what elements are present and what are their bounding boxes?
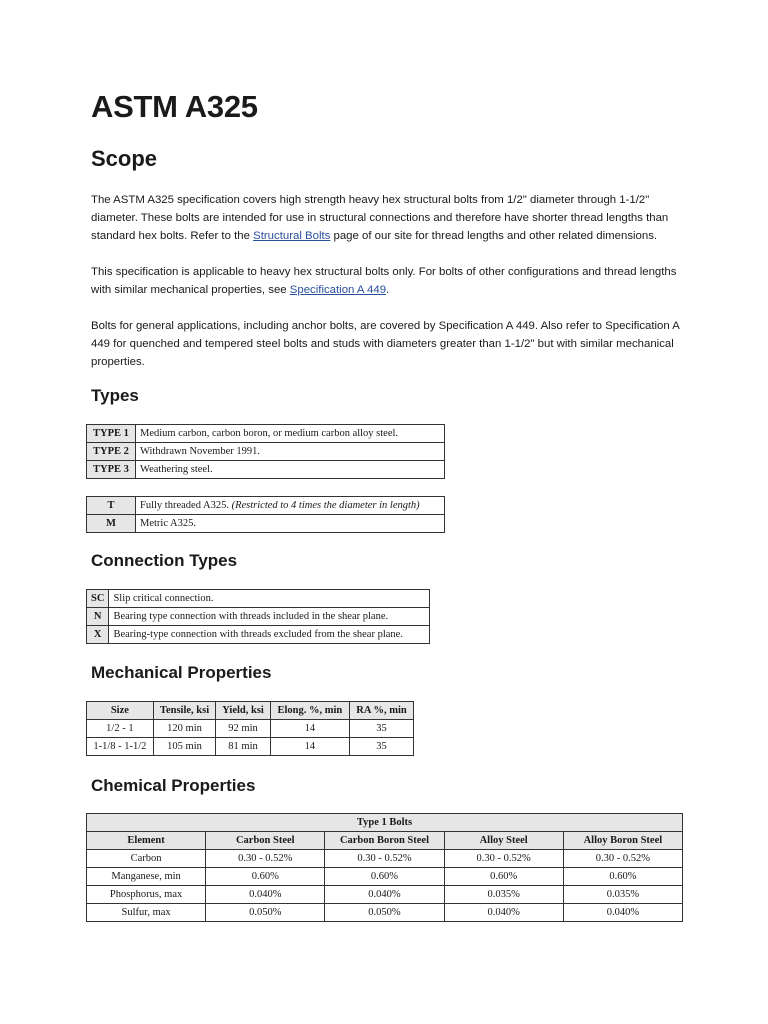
table-cell: 0.035% (444, 886, 563, 904)
chemical-properties-table (86, 813, 683, 922)
connection-key-cell: X (87, 626, 109, 644)
column-header: Carbon Boron Steel (325, 832, 444, 850)
column-header: Alloy Steel (444, 832, 563, 850)
table-cell: 0.050% (325, 904, 444, 922)
table-cell: 0.040% (563, 904, 682, 922)
scope-p1-text-a: The ASTM A325 specification covers high strength heavy hex structural bolts from 1/2" diameter through 1-1/2" diameter. These bolts are intended for use in structural connections and therefore have shorter thread lengths than standard hex bolts. Refer to the (91, 194, 669, 242)
table-cell: 0.30 - 0.52% (206, 850, 325, 868)
table-cell: 0.30 - 0.52% (444, 850, 563, 868)
table-cell: 0.040% (325, 886, 444, 904)
scope-paragraph-2 (91, 263, 686, 299)
table-row (87, 590, 430, 608)
table-cell: 0.60% (325, 868, 444, 886)
table-cell: 14 (270, 738, 349, 756)
types-heading: Types (91, 386, 139, 405)
table-cell: 35 (350, 720, 414, 738)
connection-types-heading: Connection Types (91, 551, 238, 570)
table-row (87, 904, 683, 922)
structural-bolts-link[interactable]: Structural Bolts (253, 230, 331, 242)
table-row (87, 461, 445, 479)
connection-desc-cell: Slip critical connection. (109, 590, 430, 608)
types-desc-cell: Withdrawn November 1991. (136, 443, 445, 461)
table-cell: 1/2 - 1 (87, 720, 154, 738)
column-header: Tensile, ksi (153, 702, 216, 720)
suffix-desc-text: Metric A325. (140, 518, 196, 529)
table-row (87, 515, 445, 533)
table-row (87, 443, 445, 461)
types-table (86, 424, 445, 479)
types-key-cell: TYPE 1 (87, 425, 136, 443)
column-header: Alloy Boron Steel (563, 832, 682, 850)
connection-desc-cell: Bearing-type connection with threads excluded from the shear plane. (109, 626, 430, 644)
table-row (87, 720, 414, 738)
scope-paragraph-3: Bolts for general applications, including anchor bolts, are covered by Specification A 449. Also refer to Specification A 449 for quenched and tempered steel bolts and studs with diameters greater than 1-1/2" but with similar mechanical properties. (91, 320, 680, 368)
table-row (87, 425, 445, 443)
column-header: Yield, ksi (216, 702, 270, 720)
suffix-table (86, 496, 445, 533)
table-row (87, 626, 430, 644)
table-cell: 0.035% (563, 886, 682, 904)
table-caption-row (87, 814, 683, 832)
connection-key-cell: N (87, 608, 109, 626)
table-cell: 1-1/8 - 1-1/2 (87, 738, 154, 756)
connection-types-table (86, 589, 430, 644)
scope-p2-text-b: . (386, 284, 390, 296)
table-row (87, 497, 445, 515)
table-caption: Type 1 Bolts (87, 814, 683, 832)
table-cell: 120 min (153, 720, 216, 738)
table-cell: 0.050% (206, 904, 325, 922)
suffix-desc-cell (136, 515, 445, 533)
table-cell: 0.040% (206, 886, 325, 904)
table-cell: 81 min (216, 738, 270, 756)
column-header: Element (87, 832, 206, 850)
table-cell: 0.60% (206, 868, 325, 886)
table-cell: 92 min (216, 720, 270, 738)
column-header: RA %, min (350, 702, 414, 720)
table-cell: Sulfur, max (87, 904, 206, 922)
specification-a449-link[interactable]: Specification A 449 (289, 284, 387, 296)
mechanical-properties-heading: Mechanical Properties (91, 663, 272, 682)
scope-p2-text-a: This specification is applicable to heavy hex structural bolts only. For bolts of other configurations and thread lengths with similar mechanical properties, see (91, 266, 677, 296)
table-row (87, 868, 683, 886)
table-cell: Carbon (87, 850, 206, 868)
types-key-cell: TYPE 3 (87, 461, 136, 479)
column-header: Elong. %, min (270, 702, 349, 720)
table-cell: 0.60% (563, 868, 682, 886)
page-title: ASTM A325 (91, 89, 258, 124)
table-cell: 0.040% (444, 904, 563, 922)
connection-desc-cell: Bearing type connection with threads included in the shear plane. (109, 608, 430, 626)
column-header: Carbon Steel (206, 832, 325, 850)
table-cell: Phosphorus, max (87, 886, 206, 904)
table-row (87, 886, 683, 904)
table-cell: 0.30 - 0.52% (563, 850, 682, 868)
table-cell: 105 min (153, 738, 216, 756)
table-cell: 0.60% (444, 868, 563, 886)
scope-paragraph-1 (91, 191, 686, 245)
table-header-row (87, 702, 414, 720)
table-row (87, 850, 683, 868)
suffix-desc-text: Fully threaded A325. (140, 500, 232, 511)
suffix-key-cell: T (87, 497, 136, 515)
table-row (87, 738, 414, 756)
scope-p1-text-b: page of our site for thread lengths and other related dimensions. (330, 230, 658, 242)
mechanical-properties-table (86, 701, 414, 756)
table-cell: 35 (350, 738, 414, 756)
scope-heading: Scope (91, 146, 158, 171)
suffix-desc-cell (136, 497, 445, 515)
table-row (87, 608, 430, 626)
table-cell: 0.30 - 0.52% (325, 850, 444, 868)
suffix-key-cell: M (87, 515, 136, 533)
table-header-row (87, 832, 683, 850)
types-desc-cell: Medium carbon, carbon boron, or medium carbon alloy steel. (136, 425, 445, 443)
types-desc-cell: Weathering steel. (136, 461, 445, 479)
column-header: Size (87, 702, 154, 720)
chemical-properties-heading: Chemical Properties (91, 776, 256, 795)
connection-key-cell: SC (87, 590, 109, 608)
table-cell: Manganese, min (87, 868, 206, 886)
table-cell: 14 (270, 720, 349, 738)
suffix-note-text: (Restricted to 4 times the diameter in length) (231, 500, 420, 511)
types-key-cell: TYPE 2 (87, 443, 136, 461)
